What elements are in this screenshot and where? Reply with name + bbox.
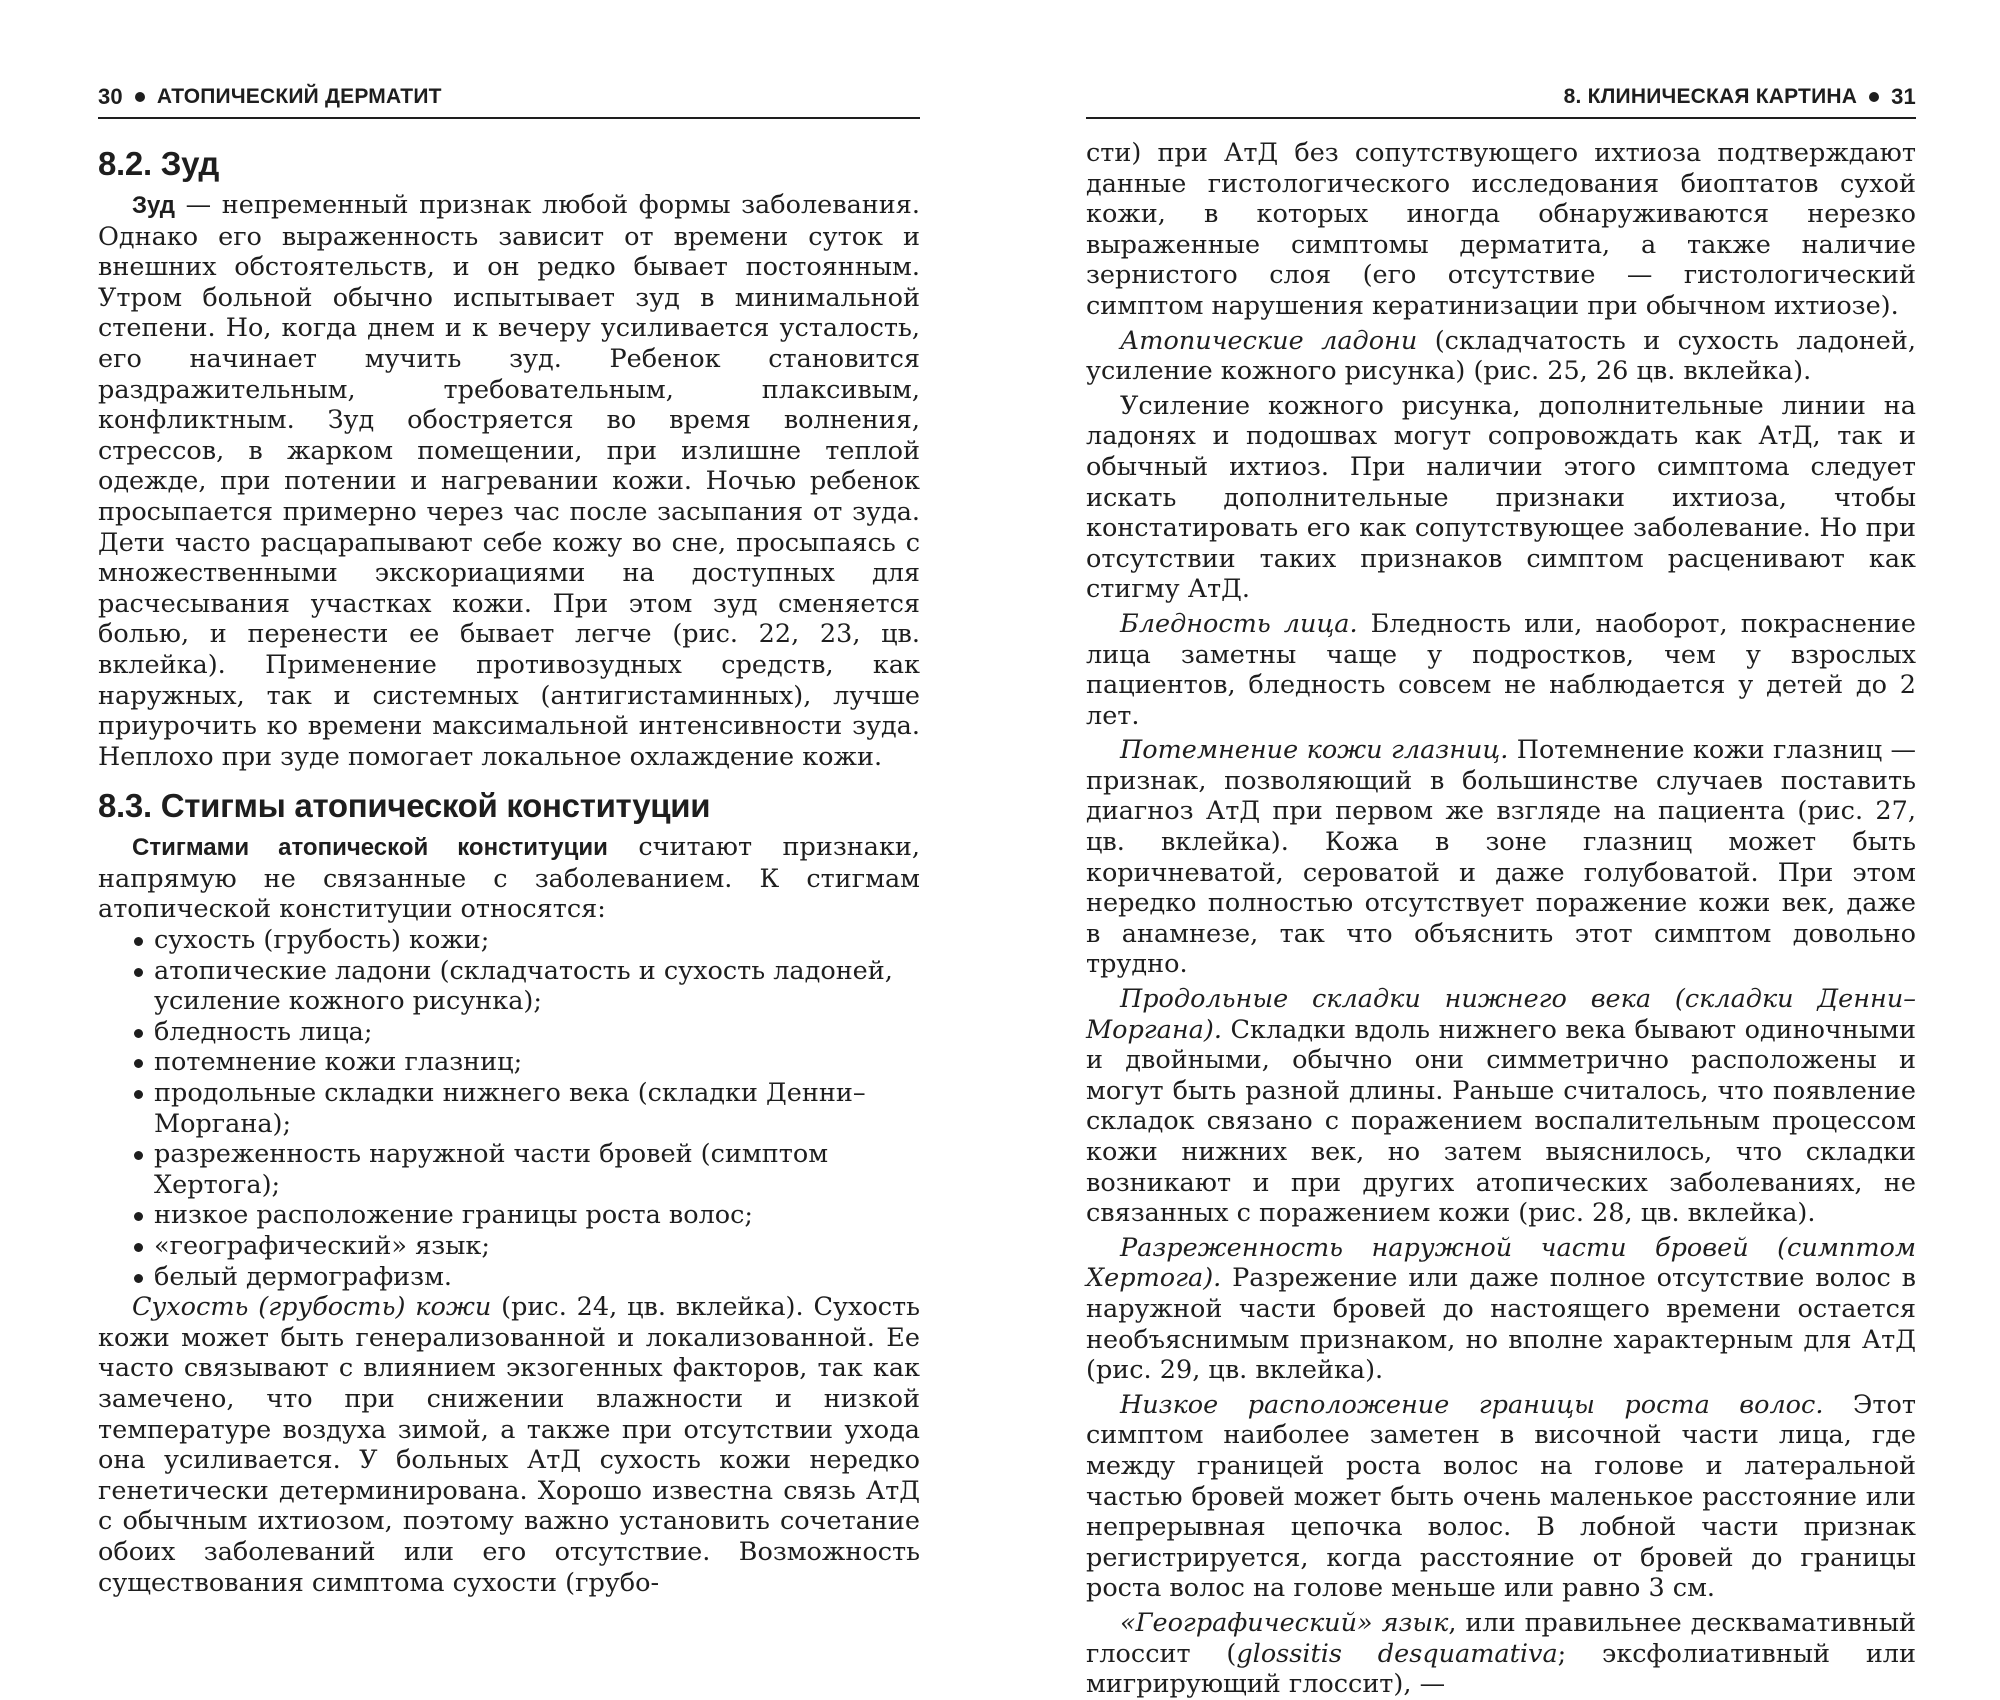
tongue-text-a: , или правильнее десквамативный глоссит ( (1086, 1607, 1916, 1669)
running-head-title-right: 8. КЛИНИЧЕСКАЯ КАРТИНА (1563, 85, 1858, 108)
palms-lead: Атопические ладони (1120, 325, 1418, 356)
palms-paragraph (1086, 326, 1916, 387)
hairline-lead: Низкое расположение границы роста волос. (1120, 1389, 1824, 1420)
page-number-right: 31 (1891, 84, 1916, 109)
dry-skin-text: (рис. 24, цв. вклейка). Сухость кожи может быть генерализованной и локализованной. Ее часто связывают с влиянием экзогенных факторов, так как замечено, что при снижении влажности и низкой температуре воздуха зимой, а также при отсутствии ухода она усиливается. У больных АтД сухость кожи нередко генетически детерминирована. Хорошо известна связь АтД с обычным ихтиозом, поэтому важно установить сочетание обоих заболеваний или его отсутствие. Возможность существования симптома сухости (грубо- (98, 1292, 920, 1598)
tongue-text-b: ; эксфолиативный или мигрирующий глоссит), — (1086, 1638, 1917, 1700)
tongue-lead: «Географический» язык (1120, 1607, 1449, 1638)
continuation-paragraph: сти) при АтД без сопутствующего ихтиоза подтверждают данные гистологического исследования биоптатов сухой кожи, в которых иногда обнаруживаются нерезко выраженные симптомы дерматита, а также наличие зернистого слоя (его отсутствие — гистологический симптом нарушения кератинизации при обычном ихтиозе). (1086, 138, 1916, 321)
folds-paragraph (1086, 984, 1916, 1229)
left-column (98, 138, 920, 1598)
left-page (0, 0, 1000, 1598)
folds-lead-paren: (складки Денни–Моргана). (1086, 984, 1916, 1045)
eyebrows-lead-paren: (симптом Хертога). (1086, 1232, 1917, 1294)
stigmas-intro-text: считают признаки, напрямую не связанные с заболеванием. К стигмам атопической конституции относятся: (98, 832, 920, 925)
list-item: разреженность наружной части бровей (симптом Хертога); (132, 1139, 920, 1200)
dry-skin-paragraph (98, 1292, 920, 1598)
hairline-paragraph (1086, 1390, 1916, 1604)
right-page (1000, 0, 2000, 1700)
list-item: сухость (грубость) кожи; (132, 925, 920, 956)
pallor-lead: Бледность лица. (1120, 608, 1358, 639)
folds-lead: Продольные складки нижнего века (1120, 984, 1652, 1015)
header-rule-right (1086, 117, 1916, 119)
folds-text: Складки вдоль нижнего века бывают одиночными и двойными, обычно они симметрично расположены и могут быть разной длины. Раньше считалось, что появление складок связано с поражением воспалительным процессом кожи нижних век, но затем выяснилось, что складки возникают и при других атопических заболеваниях, не связанных с поражением кожи (рис. 28, цв. вклейка). (1086, 1014, 1916, 1229)
dry-skin-lead: Сухость (132, 1292, 249, 1323)
list-item: потемнение кожи глазниц; (132, 1047, 920, 1078)
stigmas-intro-paragraph (98, 832, 920, 925)
tongue-latin: glossitis desquamativa (1236, 1638, 1558, 1669)
itch-paragraph (98, 190, 920, 772)
pallor-paragraph (1086, 609, 1916, 731)
section-heading-stigmas: 8.3. Стигмы атопической конституции (98, 787, 711, 825)
list-item: продольные складки нижнего века (складки Денни–Моргана); (132, 1078, 920, 1139)
bullet-separator-icon (135, 92, 145, 102)
orbits-text: Потемнение кожи глазниц — признак, позволяющий в большинстве случаев поставить диагноз АтД при первом же взгляде на пациента (рис. 27, цв. вклейка). Кожа в зоне глазниц может быть коричневатой, сероватой и даже голубоватой. При этом нередко полностью отсутствует поражение кожи век, даже в анамнезе, так что объяснить этот симптом довольно трудно. (1086, 735, 1916, 980)
right-column (1086, 138, 1916, 1700)
itch-text: — непременный признак любой формы заболевания. Однако его выраженность зависит от времени суток и внешних обстоятельств, и он редко бывает постоянным. Утром больной обычно испытывает зуд в минимальной степени. Но, когда днем и к вечеру усиливается усталость, его начинает мучить зуд. Ребенок становится раздражительным, требовательным, плаксивым, конфликтным. Зуд обостряется во время волнения, стрессов, в жарком помещении, при излишне теплой одежде, при потении и нагревании кожи. Ночью ребенок просыпается примерно через час после засыпания от зуда. Дети часто расцарапывают себе кожу во сне, просыпаясь с множественными экскориациями на доступных для расчесывания участках кожи. При этом зуд сменяется болью, и перенести ее бывает легче (рис. 22, 23, цв. вклейка). Применение противозудных средств, как наружных, так и системных (антигистаминных), лучше приурочить ко времени максимальной интенсивности зуда. Неплохо при зуде помогает локальное охлаждение кожи. (98, 190, 920, 772)
stigmas-list (98, 925, 920, 1292)
palms-note-paragraph: Усиление кожного рисунка, дополнительные линии на ладонях и подошвах могут сопровождать как АтД, так и обычный ихтиоз. При наличии этого симптома следует искать дополнительные признаки ихтиоза, чтобы констатировать его как сопутствующее заболевание. Но при отсутствии таких признаков симптом расценивают как стигму АтД. (1086, 390, 1916, 605)
header-rule-left (98, 117, 920, 119)
running-head-right (1564, 84, 1916, 110)
palms-text: (складчатость и сухость ладоней, усиление кожного рисунка) (рис. 25, 26 цв. вклейка). (1086, 325, 1916, 387)
tongue-paragraph (1086, 1608, 1916, 1700)
running-head-title-left: АТОПИЧЕСКИЙ ДЕРМАТИТ (156, 85, 442, 108)
section-heading-itch: 8.2. Зуд (98, 145, 219, 182)
eyebrows-lead: Разреженность наружной части бровей (1120, 1232, 1749, 1263)
pallor-text: Бледность или, наоборот, покраснение лица заметны чаще у подростков, чем у взрослых пациентов, бледность совсем не наблюдается у детей до 2 лет. (1086, 608, 1916, 731)
hairline-text: Этот симптом наиболее заметен в височной части лица, где между границей роста волос на голове и латеральной частью бровей может быть очень маленькое расстояние или непрерывная цепочка волос. В лобной части признак регистрируется, когда расстояние от бровей до границы роста волос на голове меньше или равно 3 см. (1086, 1389, 1916, 1604)
itch-term: Зуд (132, 192, 176, 219)
running-head-left (98, 84, 442, 110)
list-item: бледность лица; (132, 1017, 920, 1048)
dry-skin-lead-paren: (грубость) кожи (258, 1292, 492, 1323)
list-item: белый дермографизм. (132, 1262, 920, 1293)
orbits-paragraph (1086, 735, 1916, 980)
stigmas-term: Стигмами атопической конституции (132, 834, 608, 862)
page-number-left: 30 (98, 84, 123, 109)
bullet-separator-icon (1869, 92, 1879, 102)
eyebrows-paragraph (1086, 1233, 1916, 1386)
eyebrows-text: Разрежение или даже полное отсутствие волос в наружной части бровей до настоящего времени остается необъяснимым признаком, но вполне характерным для АтД (рис. 29, цв. вклейка). (1086, 1263, 1916, 1386)
list-item: «географический» язык; (132, 1231, 920, 1262)
list-item: атопические ладони (складчатость и сухость ладоней, усиление кожного рисунка); (132, 956, 920, 1017)
orbits-lead: Потемнение кожи глазниц. (1120, 735, 1509, 766)
list-item: низкое расположение границы роста волос; (132, 1200, 920, 1231)
